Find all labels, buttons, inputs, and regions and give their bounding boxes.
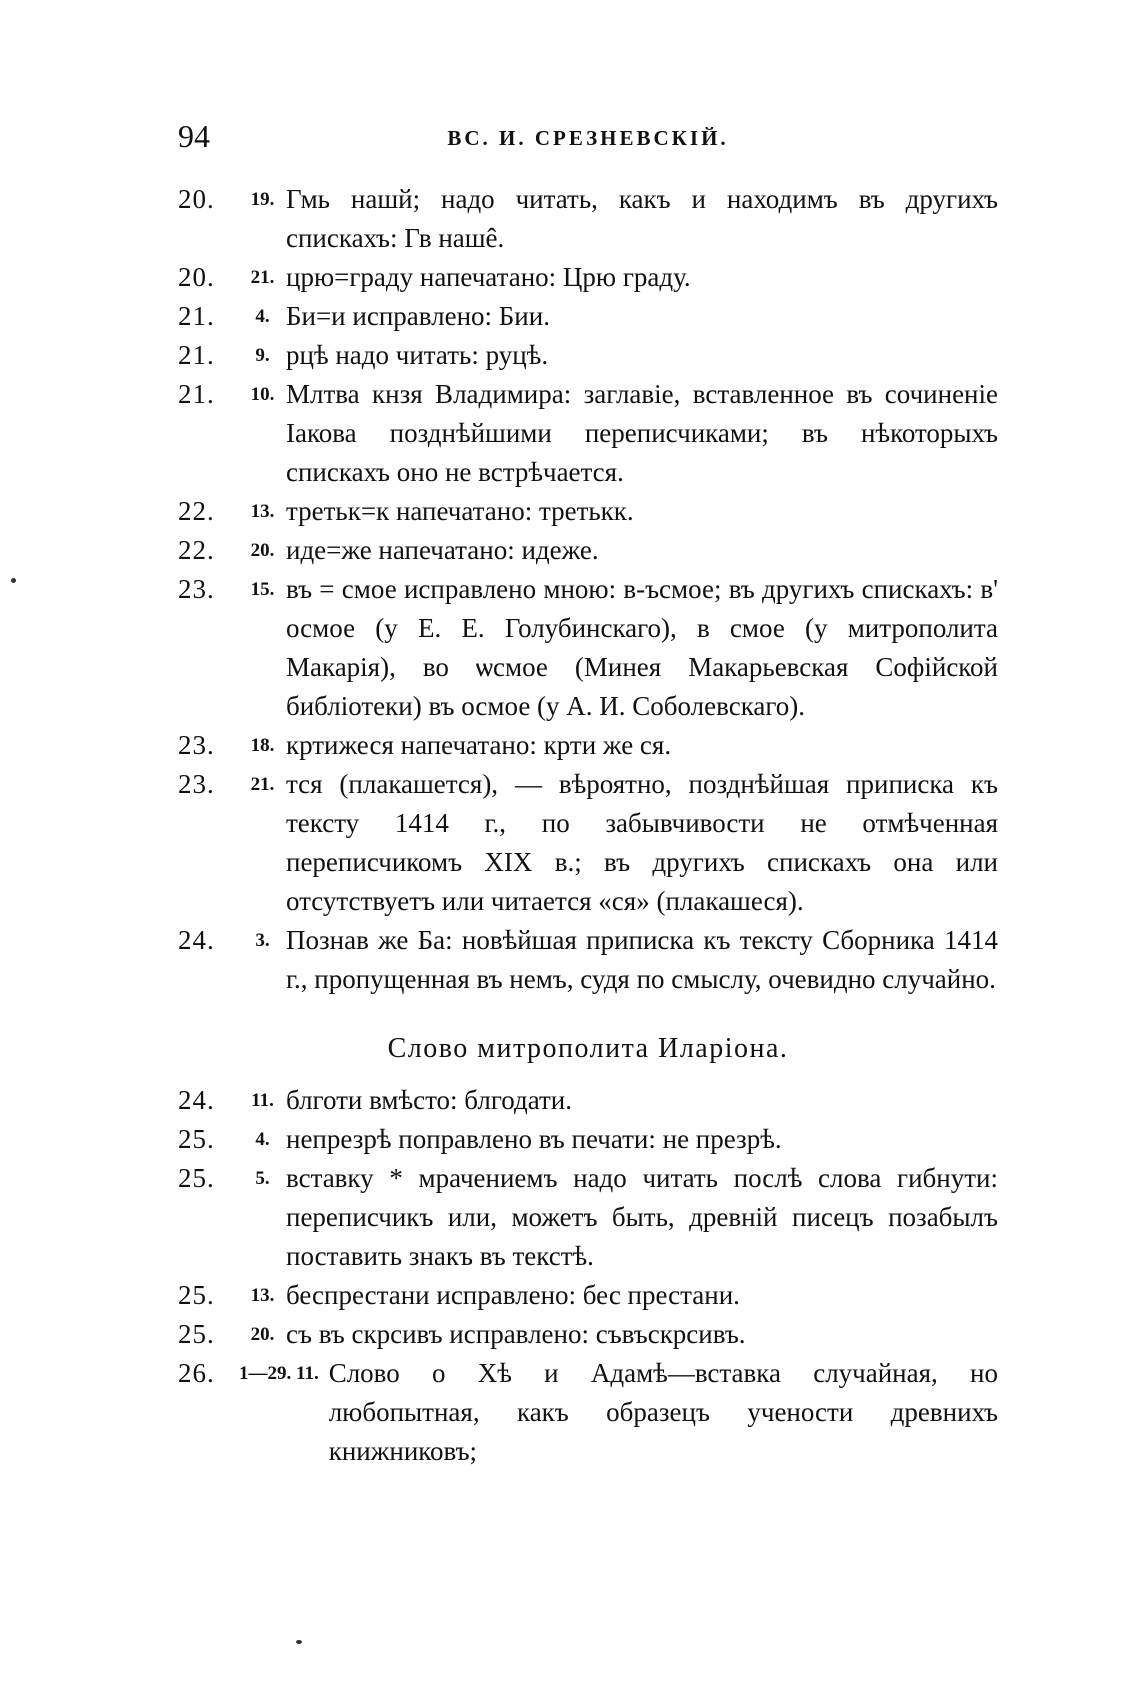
note-text: тся (плакашется), — вѣроятно, позднѣйшая приписка къ тексту 1414 г., по забывчивости не отмѣченная переписчикомъ XIX в.; въ другихъ спискахъ она или отсутствуетъ или читается «ся» (плакашеся). xyxy=(286,769,998,916)
note-page-number: 26. xyxy=(178,1358,215,1388)
note-text: третьк=к напечатано: третькк. xyxy=(286,496,634,526)
note-page-number: 20. xyxy=(178,184,215,214)
note-text: вставку * мрачениемъ надо читать послѣ слова гибнути: переписчикъ или, можетъ быть, древній писецъ позабылъ поставить знакъ въ текстѣ. xyxy=(286,1163,998,1271)
print-speck xyxy=(11,578,16,583)
note-page-number: 21. xyxy=(178,340,215,370)
note-text: съ въ скрсивъ исправлено: съвъскрсивъ. xyxy=(286,1319,746,1349)
note-page-number: 23. xyxy=(178,769,215,799)
note-page-number: 23. xyxy=(178,574,215,604)
notes-part-1 xyxy=(178,180,998,999)
note-line-number: 4. xyxy=(255,306,270,327)
note-text: црю=граду напечатано: Црю граду. xyxy=(286,262,691,292)
note-line-number: 20. xyxy=(250,1324,275,1345)
note-entry xyxy=(178,921,998,999)
note-entry xyxy=(178,180,998,258)
note-line-number: 13. xyxy=(250,1285,275,1306)
note-page-number: 25. xyxy=(178,1124,215,1154)
note-entry xyxy=(178,765,998,921)
note-entry xyxy=(178,570,998,726)
note-line-number: 18. xyxy=(250,735,275,756)
note-entry xyxy=(178,1315,998,1354)
page-header xyxy=(178,118,998,162)
note-line-number: 13. xyxy=(250,501,275,522)
note-entry xyxy=(178,726,998,765)
note-page-number: 24. xyxy=(178,1085,215,1115)
note-text: иде=же напечатано: идеже. xyxy=(286,535,599,565)
note-entry xyxy=(178,1354,998,1471)
note-entry xyxy=(178,336,998,375)
note-line-number: 11. xyxy=(251,1090,274,1111)
note-entry xyxy=(178,1159,998,1276)
note-page-number: 25. xyxy=(178,1319,215,1349)
note-page-number: 20. xyxy=(178,262,215,292)
note-entry xyxy=(178,258,998,297)
note-entry xyxy=(178,375,998,492)
note-line-number: 10. xyxy=(250,384,275,405)
note-line-number: 19. xyxy=(250,189,275,210)
note-page-number: 22. xyxy=(178,535,215,565)
note-page-number: 22. xyxy=(178,496,215,526)
note-text: Слово о Хѣ и Адамѣ—вставка случайная, но любопытная, какъ образецъ учености древнихъ книжниковъ; xyxy=(328,1358,998,1466)
note-page-number: 23. xyxy=(178,730,215,760)
note-page-number: 25. xyxy=(178,1163,215,1193)
note-line-number: 4. xyxy=(255,1129,270,1150)
note-text: блготи вмѣсто: блгодати. xyxy=(286,1085,572,1115)
note-entry xyxy=(178,297,998,336)
note-entry xyxy=(178,1120,998,1159)
note-line-number: 9. xyxy=(255,345,270,366)
note-line-number: 1—29. 11. xyxy=(239,1363,319,1384)
note-text: рцѣ надо читать: руцѣ. xyxy=(286,340,549,370)
note-line-number: 3. xyxy=(255,930,270,951)
notes-list xyxy=(178,180,998,1471)
note-entry xyxy=(178,531,998,570)
note-line-number: 15. xyxy=(250,579,275,600)
page-number: 94 xyxy=(178,118,210,154)
note-page-number: 24. xyxy=(178,925,215,955)
running-title: ВС. И. СРЕЗНЕВСКІЙ. xyxy=(447,126,729,150)
note-text: Познав же Ба: новѣйшая приписка къ тексту Сборника 1414 г., пропущенная въ немъ, судя по смыслу, очевидно случайно. xyxy=(286,925,998,994)
note-entry xyxy=(178,492,998,531)
note-entry xyxy=(178,1276,998,1315)
note-line-number: 20. xyxy=(250,540,275,561)
note-page-number: 25. xyxy=(178,1280,215,1310)
section-title: Слово митрополита Иларіона. xyxy=(387,1033,789,1064)
note-text: Млтва кнзя Владимира: заглавіе, вставленное въ сочиненіе Іакова позднѣйшими переписчиками; въ нѣкоторыхъ спискахъ оно не встрѣчается. xyxy=(286,379,998,487)
notes-part-2 xyxy=(178,1081,998,1471)
note-text: въ = смое исправлено мною: в-ъсмое; въ другихъ спискахъ: в' осмое (у Е. Е. Голубинскаго), в смое (у митрополита Макарія), во ѡсмое (Минея Макарьевская Софійской библіотеки) въ осмое (у А. И. Соболевскаго). xyxy=(286,574,998,721)
note-page-number: 21. xyxy=(178,301,215,331)
note-text: Би=и исправлено: Бии. xyxy=(286,301,550,331)
note-entry xyxy=(178,1081,998,1120)
note-line-number: 5. xyxy=(255,1168,270,1189)
note-text: Гмь нашй; надо читать, какъ и находимъ въ другихъ спискахъ: Гв нашê. xyxy=(286,184,998,253)
note-line-number: 21. xyxy=(250,774,275,795)
note-text: беспрестани исправлено: бес престани. xyxy=(286,1280,740,1310)
note-text: непрезрѣ поправлено въ печати: не презрѣ. xyxy=(286,1124,782,1154)
print-speck xyxy=(296,1640,302,1644)
note-page-number: 21. xyxy=(178,379,215,409)
note-line-number: 21. xyxy=(250,267,275,288)
note-text: кртижеся напечатано: крти же ся. xyxy=(286,730,672,760)
